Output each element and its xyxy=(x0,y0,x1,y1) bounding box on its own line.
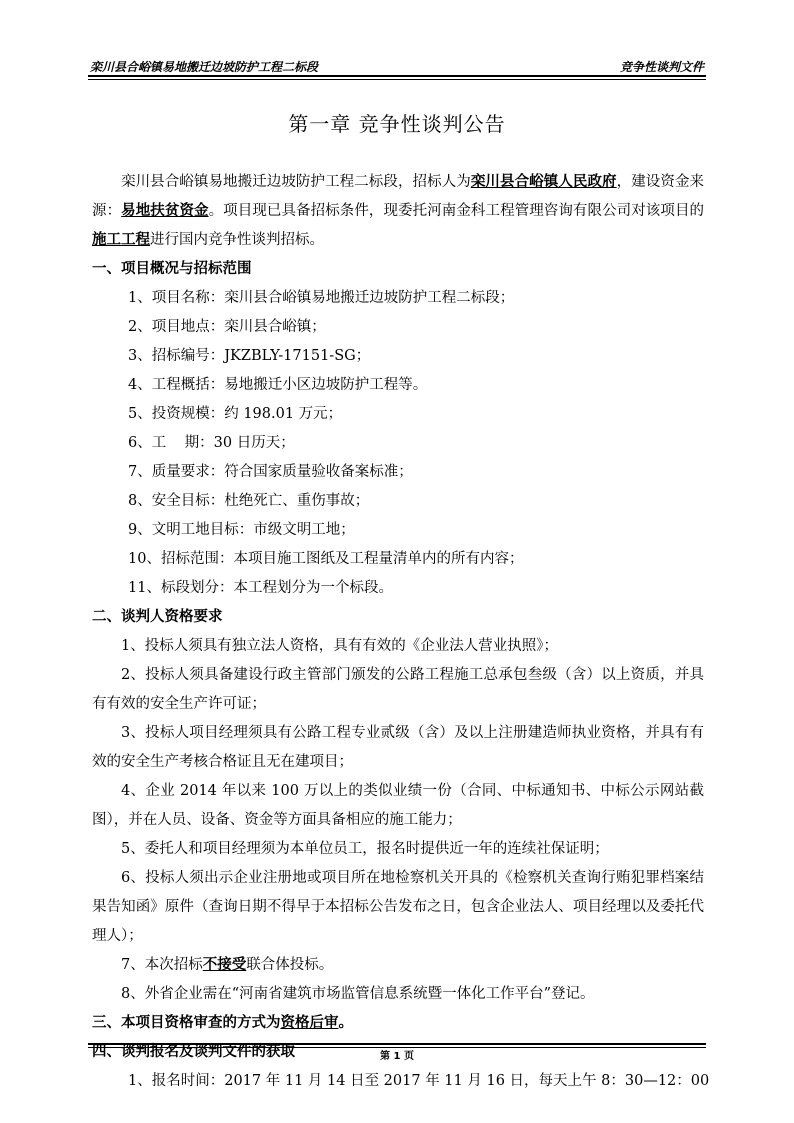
consortium-not-accepted: 不接受 xyxy=(202,957,247,973)
section-heading-review-method xyxy=(92,1009,704,1038)
footer-rule xyxy=(88,1043,706,1045)
list-item-consortium xyxy=(92,951,704,980)
header-rule xyxy=(88,75,706,77)
intro-paragraph xyxy=(92,168,704,255)
intro-text-2: ，建设资金来源： xyxy=(92,174,705,219)
intro-project-type: 施工工程 xyxy=(92,232,150,248)
list-item: 9、文明工地目标：市级文明工地； xyxy=(128,522,355,538)
intro-text-4: 进行国内竞争性谈判招标。 xyxy=(150,232,324,248)
chapter-title: 第一章 竞争性谈判公告 xyxy=(288,112,506,136)
list-item: 5、投资规模：约 198.01 万元； xyxy=(128,406,343,422)
consortium-text-1: 7、本次招标 xyxy=(121,957,203,973)
list-item: 8、外省企业需在“河南省建筑市场监管信息系统暨一体化工作平台”登记。 xyxy=(121,986,595,1002)
intro-text-1: 栾川县合峪镇易地搬迁边坡防护工程二标段，招标人为 xyxy=(121,174,471,190)
section-heading-overview: 一、项目概况与招标范围 xyxy=(92,261,252,277)
review-text-1: 三、本项目资格审查的方式为 xyxy=(92,1015,281,1031)
list-item: 6、工 期：30 日历天； xyxy=(128,435,295,451)
header-rule-thin xyxy=(88,79,706,80)
list-item: 11、标段划分：本工程划分为一个标段。 xyxy=(128,580,393,596)
list-item: 3、投标人项目经理须具有公路工程专业贰级（含）及以上注册建造师执业资格，并具有有效的安全生产考核合格证且无在建项目； xyxy=(92,725,704,770)
list-item: 1、报名时间：2017 年 11 月 14 日至 2017 年 11 月 16 日，每天上午 8：30—12：00 xyxy=(128,1073,710,1089)
page-header xyxy=(88,56,706,76)
list-item: 7、质量要求：符合国家质量验收备案标准； xyxy=(128,464,413,480)
review-text-2: 。 xyxy=(338,1015,353,1031)
list-item: 2、项目地点：栾川县合峪镇； xyxy=(128,319,326,335)
list-item: 5、委托人和项目经理须为本单位员工，报名时提供近一年的连续社保证明； xyxy=(121,841,609,857)
list-item: 4、企业 2014 年以来 100 万以上的类似业绩一份（合同、中标通知书、中标公示网站截图），并在人员、设备、资金等方面具备相应的施工能力； xyxy=(92,783,704,828)
review-method: 资格后审 xyxy=(280,1015,339,1031)
section-heading-qualifications: 二、谈判人资格要求 xyxy=(92,609,223,625)
intro-fund-source: 易地扶贫资金 xyxy=(121,203,209,219)
list-item: 3、招标编号：JKZBLY-17151-SG； xyxy=(128,348,371,364)
list-item: 2、投标人须具备建设行政主管部门颁发的公路工程施工总承包叁级（含）以上资质，并具有有效的安全生产许可证； xyxy=(92,667,704,712)
header-document-type: 竞争性谈判文件 xyxy=(619,60,704,74)
list-item: 1、投标人须具有独立法人资格，具有有效的《企业法人营业执照》； xyxy=(121,638,558,654)
intro-tenderer: 栾川县合峪镇人民政府 xyxy=(470,174,617,190)
header-project-name: 栾川县合峪镇易地搬迁边坡防护工程二标段 xyxy=(90,60,319,74)
list-item: 8、安全目标：杜绝死亡、重伤事故； xyxy=(128,493,370,509)
list-item: 6、投标人须出示企业注册地或项目所在地检察机关开具的《检察机关查询行贿犯罪档案结果告知函》原件（查询日期不得早于本招标公告发布之日，包含企业法人、项目经理以及委托代理人）； xyxy=(92,870,704,944)
intro-text-3: 。项目现已具备招标条件，现委托河南金科工程管理咨询有限公司对该项目的 xyxy=(208,203,705,219)
document-body xyxy=(92,168,710,1096)
list-item: 4、工程概括：易地搬迁小区边坡防护工程等。 xyxy=(128,377,428,393)
list-item: 10、招标范围：本项目施工图纸及工程量清单内的所有内容； xyxy=(128,551,524,567)
page-number: 第 1 页 xyxy=(380,1051,414,1062)
consortium-text-2: 联合体投标。 xyxy=(246,957,334,973)
section-heading-registration: 四、谈判报名及谈判文件的获取 xyxy=(92,1044,295,1060)
list-item: 1、项目名称：栾川县合峪镇易地搬迁边坡防护工程二标段； xyxy=(128,290,515,306)
